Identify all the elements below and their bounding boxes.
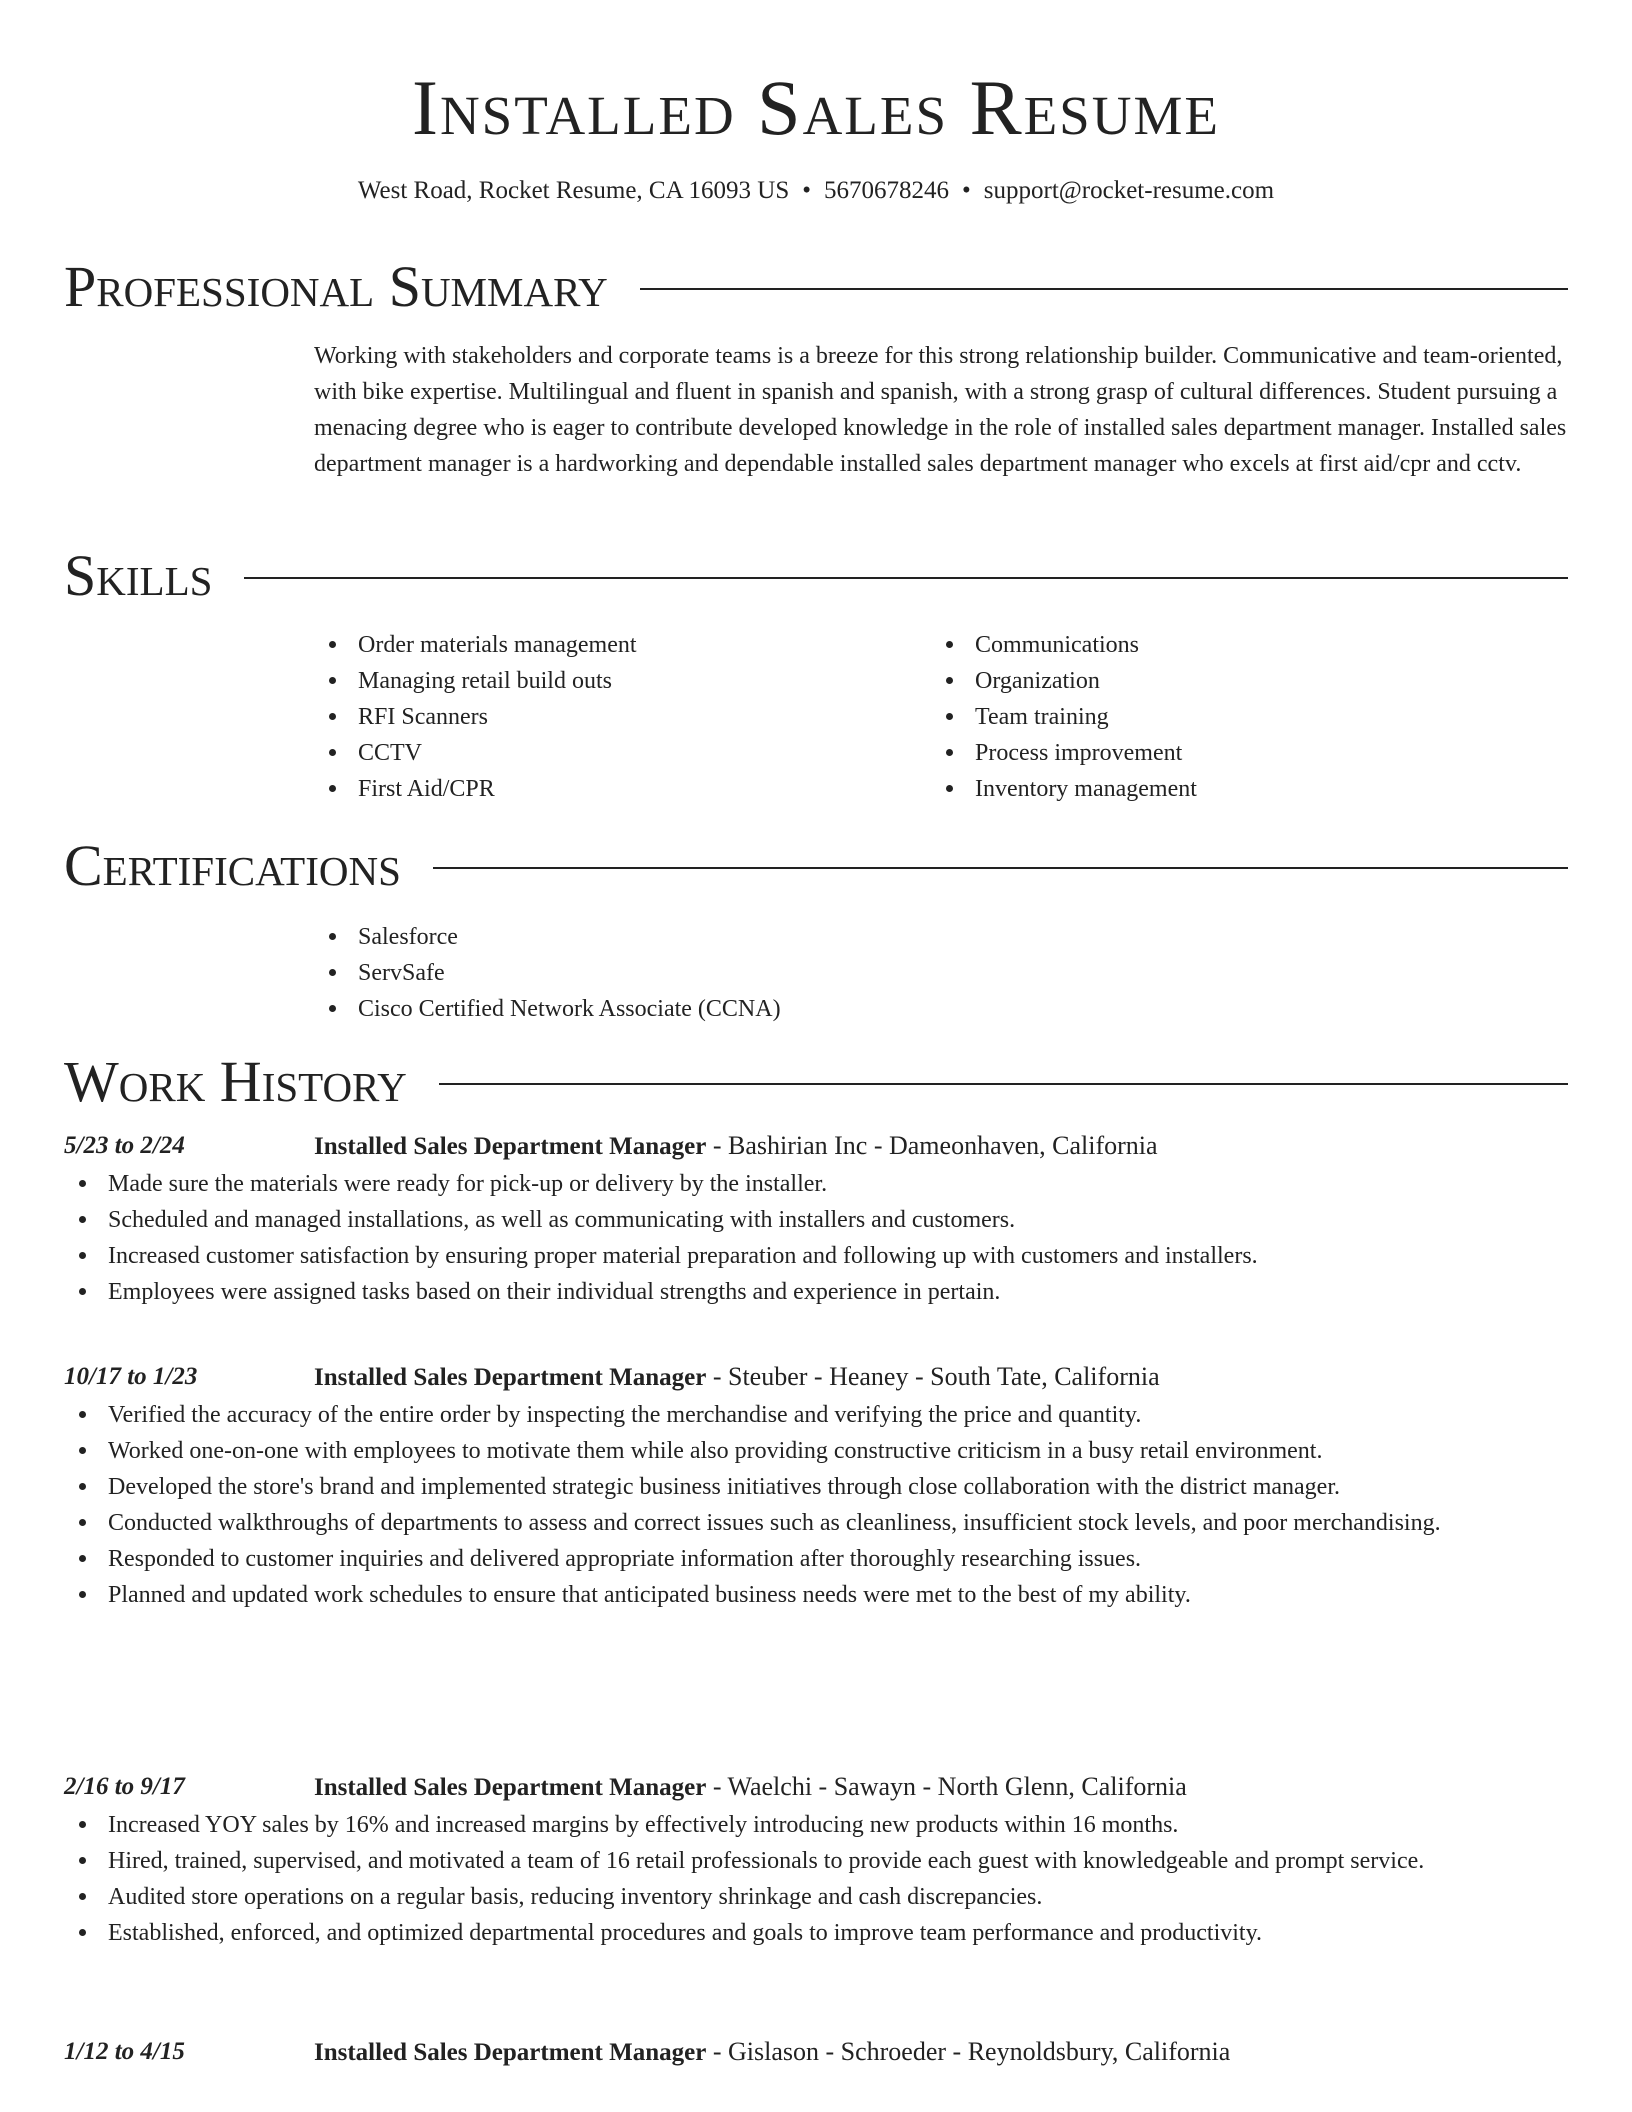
job-company-location: - Waelchi - Sawayn - North Glenn, California — [706, 1772, 1187, 1801]
job-heading — [314, 2032, 1230, 2073]
section-title: Certifications — [64, 833, 401, 898]
contact-phone: 5670678246 — [824, 177, 949, 204]
job-company-location: - Steuber - Heaney - South Tate, California — [706, 1362, 1160, 1391]
section-title: Skills — [64, 543, 213, 608]
job-bullet: Scheduled and managed installations, as well as communicating with installers and customers. — [64, 1202, 1572, 1238]
certification-item: ServSafe — [314, 955, 1572, 991]
section-divider — [439, 1083, 1568, 1085]
job-responsibilities — [64, 1397, 1572, 1613]
certification-item: Salesforce — [314, 919, 1572, 955]
job-bullet: Increased YOY sales by 16% and increased margins by effectively introducing new products within 16 months. — [64, 1807, 1572, 1843]
skill-item: Inventory management — [931, 771, 1571, 807]
skills-list-left — [314, 627, 914, 807]
section-heading-summary — [64, 252, 1568, 322]
job-bullet: Increased customer satisfaction by ensuring proper material preparation and following up with customers and installers. — [64, 1238, 1572, 1274]
job-heading — [314, 1357, 1160, 1398]
job-title: Installed Sales Department Manager — [314, 2039, 707, 2066]
resume-title: Installed Sales Resume — [411, 64, 1220, 151]
skill-item: RFI Scanners — [314, 699, 914, 735]
skills-list-right — [931, 627, 1571, 807]
skill-item: Managing retail build outs — [314, 663, 914, 699]
skill-item: CCTV — [314, 735, 914, 771]
job-bullet: Planned and updated work schedules to ensure that anticipated business needs were met to the best of my ability. — [64, 1577, 1572, 1613]
job-title: Installed Sales Department Manager — [314, 1133, 707, 1160]
job-heading — [314, 1767, 1187, 1808]
skill-item: Communications — [931, 627, 1571, 663]
job-dates: 2/16 to 9/17 — [64, 1773, 185, 1800]
certifications-list — [314, 919, 1572, 1027]
job-bullet: Hired, trained, supervised, and motivated a team of 16 retail professionals to provide each guest with knowledgeable and prompt service. — [64, 1843, 1572, 1879]
job-heading — [314, 1126, 1158, 1167]
skill-item: Order materials management — [314, 627, 914, 663]
job-bullet: Made sure the materials were ready for pick-up or delivery by the installer. — [64, 1166, 1572, 1202]
section-divider — [640, 288, 1568, 290]
section-divider — [244, 577, 1568, 579]
job-entry — [64, 2032, 1572, 2072]
job-bullet: Audited store operations on a regular basis, reducing inventory shrinkage and cash discrepancies. — [64, 1879, 1572, 1915]
skill-item: Process improvement — [931, 735, 1571, 771]
job-bullet: Verified the accuracy of the entire order by inspecting the merchandise and verifying the price and quantity. — [64, 1397, 1572, 1433]
job-bullet: Worked one-on-one with employees to motivate them while also providing constructive criticism in a busy retail environment. — [64, 1433, 1572, 1469]
skill-item: Team training — [931, 699, 1571, 735]
job-bullet: Developed the store's brand and implemented strategic business initiatives through close collaboration with the district manager. — [64, 1469, 1572, 1505]
job-bullet: Employees were assigned tasks based on their individual strengths and experience in pertain. — [64, 1274, 1572, 1310]
section-title: Work History — [64, 1049, 407, 1114]
job-company-location: - Gislason - Schroeder - Reynoldsbury, California — [706, 2037, 1231, 2066]
job-dates: 5/23 to 2/24 — [64, 1132, 185, 1159]
job-title: Installed Sales Department Manager — [314, 1774, 707, 1801]
separator-dot: • — [962, 177, 971, 204]
section-heading-skills — [64, 541, 1568, 611]
contact-line — [0, 172, 1632, 210]
certification-item: Cisco Certified Network Associate (CCNA) — [314, 991, 1572, 1027]
contact-address: West Road, Rocket Resume, CA 16093 US — [357, 177, 790, 204]
job-entry — [64, 1767, 1572, 1951]
job-responsibilities — [64, 1807, 1572, 1951]
job-dates: 10/17 to 1/23 — [64, 1363, 198, 1390]
job-entry — [64, 1126, 1572, 1310]
job-title: Installed Sales Department Manager — [314, 1364, 707, 1391]
job-bullet: Conducted walkthroughs of departments to assess and correct issues such as cleanliness, insufficient stock levels, and poor merchandising. — [64, 1505, 1572, 1541]
skill-item: First Aid/CPR — [314, 771, 914, 807]
job-entry — [64, 1357, 1572, 1613]
section-title: Professional Summary — [64, 254, 608, 319]
separator-dot: • — [802, 177, 811, 204]
section-heading-certifications — [64, 831, 1568, 901]
section-heading-work-history — [64, 1047, 1568, 1117]
job-bullet: Responded to customer inquiries and delivered appropriate information after thoroughly researching issues. — [64, 1541, 1572, 1577]
skill-item: Organization — [931, 663, 1571, 699]
section-divider — [433, 867, 1568, 869]
job-responsibilities — [64, 1166, 1572, 1310]
professional-summary-text: Working with stakeholders and corporate teams is a breeze for this strong relationship builder. Communicative and team-oriented, with bike expertise. Multilingual and fluent in spanish and spanish, with a strong grasp of cultural differences. Student pursuing a menacing degree who is eager to contribute developed knowledge in the role of installed sales department manager. Installed sales department manager is a hardworking and dependable installed sales department manager who excels at first aid/cpr and cctv. — [314, 343, 1567, 477]
job-dates: 1/12 to 4/15 — [64, 2038, 185, 2065]
contact-email: support@rocket-resume.com — [983, 177, 1275, 204]
job-company-location: - Bashirian Inc - Dameonhaven, California — [706, 1131, 1158, 1160]
job-bullet: Established, enforced, and optimized departmental procedures and goals to improve team performance and productivity. — [64, 1915, 1572, 1951]
